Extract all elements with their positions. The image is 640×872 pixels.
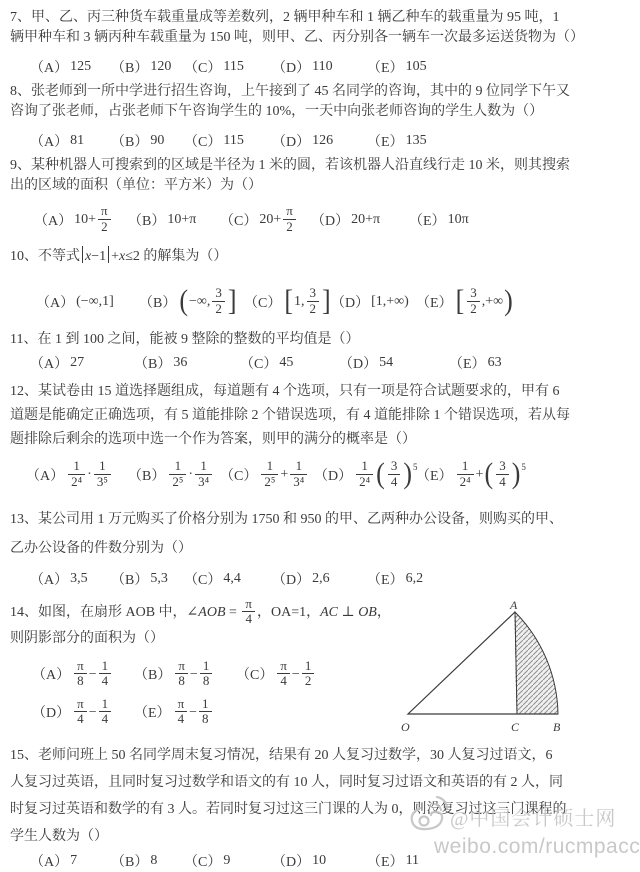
- question-10-stem: [10, 246, 634, 267]
- option-value: 8: [150, 853, 158, 868]
- option-value: 120: [150, 59, 172, 74]
- option: [134, 693, 236, 731]
- option: [314, 457, 418, 491]
- option-value: 2,6: [312, 571, 330, 586]
- option-value: 115: [223, 133, 244, 148]
- option-value: 81: [70, 133, 85, 148]
- option: [409, 210, 469, 230]
- option: [30, 851, 111, 871]
- option: [272, 851, 367, 871]
- option-label: （B）: [134, 668, 172, 684]
- figure-label-c: C: [511, 720, 520, 734]
- option-label: （A）: [30, 135, 69, 150]
- option: [367, 569, 423, 589]
- option: [272, 569, 367, 589]
- stem-line: 10、不等式 x−1 +x≤2 的解集为（）: [10, 246, 634, 267]
- question-8-options: [10, 132, 634, 150]
- option-value: 6,2: [405, 571, 424, 586]
- question-9-stem: [10, 156, 634, 196]
- option-label: （B）: [128, 214, 166, 229]
- option: [139, 284, 244, 318]
- option-value: 125: [70, 59, 92, 74]
- option: [111, 569, 184, 589]
- option-label: （C）: [240, 357, 278, 372]
- question-8: [10, 82, 634, 156]
- option-value: 54: [379, 355, 394, 370]
- option-label: （D）: [272, 61, 311, 76]
- option: [272, 57, 367, 77]
- option-value: 110: [312, 59, 333, 74]
- question-7-options: [10, 58, 634, 76]
- option-value: $\frac{\pi}{4}$ − $\frac{1}{2}$: [275, 660, 316, 689]
- option-label: （A）: [30, 61, 69, 76]
- option-value: [1, $\frac{3}{2}$ ]: [284, 284, 331, 318]
- option-label: （D）: [272, 855, 311, 870]
- option-value: $\frac{\pi}{4}$ − $\frac{1}{8}$: [173, 698, 214, 727]
- option-value: 45: [279, 355, 294, 370]
- option: [111, 131, 184, 151]
- option-value: $\frac{1}{\text{2⁴}}$ ( $\frac{3}{4}$ )$^5$: [354, 460, 417, 489]
- option-value: 10+π: [167, 212, 197, 227]
- option-label: （A）: [30, 357, 69, 372]
- stem-line: 11、在 1 到 100 之间，能被 9 整除的整数的平均值是（）: [10, 332, 360, 347]
- option-value: $\frac{\pi}{8}$ − $\frac{1}{8}$: [173, 660, 214, 689]
- option-value: 115: [223, 59, 244, 74]
- watermark-url: weibo.com/rucmpacc: [434, 835, 640, 858]
- option: [30, 353, 134, 373]
- option: [111, 851, 184, 871]
- option-label: （D）: [314, 469, 353, 484]
- option-value: 90: [150, 133, 165, 148]
- option-label: （B）: [111, 61, 149, 76]
- option: [32, 693, 134, 731]
- stem-line: 乙办公设备的件数分别为（）: [10, 541, 192, 556]
- option-label: （E）: [367, 135, 404, 150]
- stem-line: 7、甲、乙、丙三种货车载重量成等差数列，2 辆甲种车和 1 辆乙种车的载重量为 95 吨，1: [10, 10, 560, 25]
- option-value: 5,3: [150, 571, 168, 586]
- option: [134, 655, 236, 693]
- option: [416, 457, 526, 491]
- question-14: [10, 598, 634, 742]
- option-value: [1,+∞): [371, 294, 409, 309]
- option-label: （A）: [34, 214, 73, 229]
- question-12: [10, 380, 634, 505]
- option-value: 9: [223, 853, 231, 868]
- stem-line: 8、张老师到一所中学进行招生咨询，上午接到了 45 名同学的咨询，其中的 9 位同学下午又: [10, 84, 570, 99]
- option: [240, 353, 339, 373]
- option-value: (−∞, $\frac{3}{2}$ ]: [179, 284, 237, 318]
- question-13-stem: [10, 505, 634, 563]
- option: [272, 131, 367, 151]
- option-label: （C）: [244, 296, 282, 311]
- option-label: （E）: [416, 469, 453, 484]
- question-9-options: [10, 200, 634, 240]
- option-value: 126: [312, 133, 334, 148]
- option: [367, 57, 427, 77]
- option-label: （D）: [311, 214, 350, 229]
- option-label: （C）: [220, 469, 258, 484]
- option: [311, 210, 409, 230]
- option-value: 10π: [447, 212, 469, 227]
- option: [416, 284, 514, 318]
- option: [367, 851, 419, 871]
- option: [36, 292, 139, 312]
- option-value: 63: [487, 355, 502, 370]
- option-value: 7: [70, 853, 78, 868]
- option-label: （D）: [32, 706, 71, 722]
- option-value: (−∞,1]: [76, 294, 114, 309]
- watermark-handle: @中国会计硕士网: [450, 808, 617, 830]
- option: [26, 460, 128, 489]
- option-label: （E）: [409, 214, 446, 229]
- option: [34, 205, 128, 234]
- question-13-options: [10, 570, 634, 588]
- option-value: $\frac{1}{\text{2⁴}}$ +( $\frac{3}{4}$ )$^5$: [455, 460, 526, 489]
- option: [367, 131, 427, 151]
- option: [30, 131, 111, 151]
- stem-line: 咨询了张老师，占张老师下午咨询学生的 10%，一天中向张老师咨询的学生人数为（）: [10, 104, 544, 119]
- option-label: （E）: [367, 855, 404, 870]
- option-label: （E）: [416, 296, 453, 311]
- stem-line: 学生人数为（）: [10, 829, 108, 844]
- stem-line: 出的区域的面积（单位：平方米）为（）: [10, 178, 262, 193]
- question-15-options: [10, 852, 634, 870]
- option: [339, 353, 449, 373]
- option-label: （B）: [134, 357, 172, 372]
- option-label: （C）: [184, 573, 222, 588]
- option-label: （B）: [111, 135, 149, 150]
- question-13: [10, 505, 634, 598]
- question-11-stem: [10, 330, 634, 350]
- stem-line: 9、某种机器人可搜索到的区域是半径为 1 米的圆，若该机器人沿直线行走 10 米，则其搜索: [10, 158, 570, 173]
- option: [220, 205, 311, 234]
- stem-line: 题排除后剩余的选项中选一个作为答案，则甲的满分的概率是（）: [10, 432, 416, 447]
- option-label: （B）: [128, 469, 166, 484]
- option-value: 20+ $\frac{\pi}{2}$: [259, 205, 297, 234]
- option-value: $\frac{\pi}{4}$ − $\frac{1}{4}$: [72, 698, 113, 727]
- option-value: 135: [405, 133, 427, 148]
- option-label: （B）: [111, 855, 149, 870]
- option-value: 27: [70, 355, 85, 370]
- question-9: [10, 156, 634, 246]
- option-value: $\frac{1}{\text{2⁵}}$ · $\frac{1}{\text{3⁴}}$: [167, 460, 214, 489]
- option: [184, 851, 272, 871]
- option-value: 10+ $\frac{\pi}{2}$: [74, 205, 112, 234]
- option-value: 4,4: [223, 571, 241, 586]
- question-15-stem: [10, 742, 634, 850]
- option: [236, 655, 338, 693]
- option-label: （E）: [449, 357, 486, 372]
- question-12-options: [10, 454, 634, 496]
- option-value: $\frac{\pi}{8}$ − $\frac{1}{4}$: [72, 660, 113, 689]
- stem-line: 13、某公司用 1 万元购买了价格分别为 1750 和 950 的甲、乙两种办公设备，则购买的甲、: [10, 512, 563, 527]
- option: [30, 57, 111, 77]
- option: [134, 353, 240, 373]
- option: [111, 57, 184, 77]
- option-label: （D）: [272, 573, 311, 588]
- option: [244, 284, 331, 318]
- option: [184, 569, 272, 589]
- option: [220, 460, 314, 489]
- figure-label-a: A: [510, 600, 518, 612]
- stem-line: 12、某试卷由 15 道选择题组成，每道题有 4 个选项，只有一项是符合试题要求的，甲有 6: [10, 384, 560, 399]
- option-label: （D）: [272, 135, 311, 150]
- option: [184, 57, 272, 77]
- option: [128, 210, 220, 230]
- question-7-stem: [10, 8, 634, 48]
- question-7: [10, 8, 634, 82]
- option-label: （D）: [339, 357, 378, 372]
- question-10-options: [10, 275, 634, 329]
- shaded-region: [515, 612, 558, 714]
- option-label: （C）: [220, 214, 258, 229]
- stem-line: 14、如图，在扇形 AOB 中，∠AOB = $\frac{\pi}{4}$ ，OA=1，AC ⊥ OB，: [10, 596, 391, 627]
- option-label: （C）: [236, 668, 274, 684]
- stem-line: 辆甲种车和 3 辆丙种车载重量为 150 吨，则甲、乙、丙分别各一辆车一次最多运送货物为（）: [10, 30, 584, 45]
- option: [449, 353, 502, 373]
- option-label: （A）: [26, 469, 65, 484]
- option-label: （C）: [184, 61, 222, 76]
- question-11-options: [10, 354, 634, 372]
- option-value: 11: [405, 853, 420, 868]
- option: [128, 460, 220, 489]
- option-label: （E）: [367, 61, 404, 76]
- option-label: （A）: [30, 855, 69, 870]
- question-15: [10, 742, 634, 870]
- question-14-text-column: [10, 598, 395, 731]
- option-value: $\frac{1}{\text{2⁴}}$ · $\frac{1}{\text{3⁵}}$: [66, 460, 113, 489]
- option: [331, 292, 416, 312]
- question-14-options: [10, 655, 372, 731]
- option-label: （A）: [36, 296, 75, 311]
- stem-line: 时复习过英语和数学的有 3 人。若同时复习过这三门课的人为 0，则没复习过这三门课程的: [10, 802, 567, 817]
- option: [184, 131, 272, 151]
- question-10: [10, 246, 634, 330]
- question-14-stem: [10, 598, 395, 651]
- stem-line: 则阴影部分的面积为（）: [10, 631, 164, 647]
- option-label: （E）: [367, 573, 404, 588]
- option-value: $\frac{1}{\text{2⁵}}$ + $\frac{1}{\text{3⁴}}$: [259, 460, 309, 489]
- stem-line: 道题是能确定正确选项，有 5 道能排除 2 个错误选项，有 4 道能排除 1 个错误选项，若从每: [10, 408, 570, 423]
- option-label: （C）: [184, 855, 222, 870]
- option-label: （D）: [331, 296, 370, 311]
- figure-label-b: B: [553, 720, 561, 734]
- option-label: （B）: [111, 573, 149, 588]
- question-11: [10, 330, 634, 380]
- question-12-stem: [10, 380, 634, 452]
- figure-label-o: O: [401, 720, 410, 734]
- option-label: （A）: [30, 573, 69, 588]
- option: [30, 569, 111, 589]
- stem-line: 15、老师问班上 50 名同学周末复习情况，结果有 20 人复习过数学，30 人复习过语文，6: [10, 748, 553, 763]
- option-label: （C）: [184, 135, 222, 150]
- sector-diagram-figure: [398, 600, 574, 740]
- option-label: （E）: [134, 706, 171, 722]
- option-label: （A）: [32, 668, 71, 684]
- option-value: 105: [405, 59, 427, 74]
- option-value: [ $\frac{3}{2}$ ,+∞): [455, 284, 513, 318]
- option-value: 36: [173, 355, 188, 370]
- option-value: 10: [312, 853, 327, 868]
- option: [32, 655, 134, 693]
- option-label: （B）: [139, 296, 177, 311]
- option-value: 3,5: [70, 571, 88, 586]
- stem-line: 人复习过英语，且同时复习过数学和语文的有 10 人，同时复习过语文和英语的有 2 人，同: [10, 775, 563, 790]
- option-value: 20+π: [351, 212, 381, 227]
- question-8-stem: [10, 82, 634, 122]
